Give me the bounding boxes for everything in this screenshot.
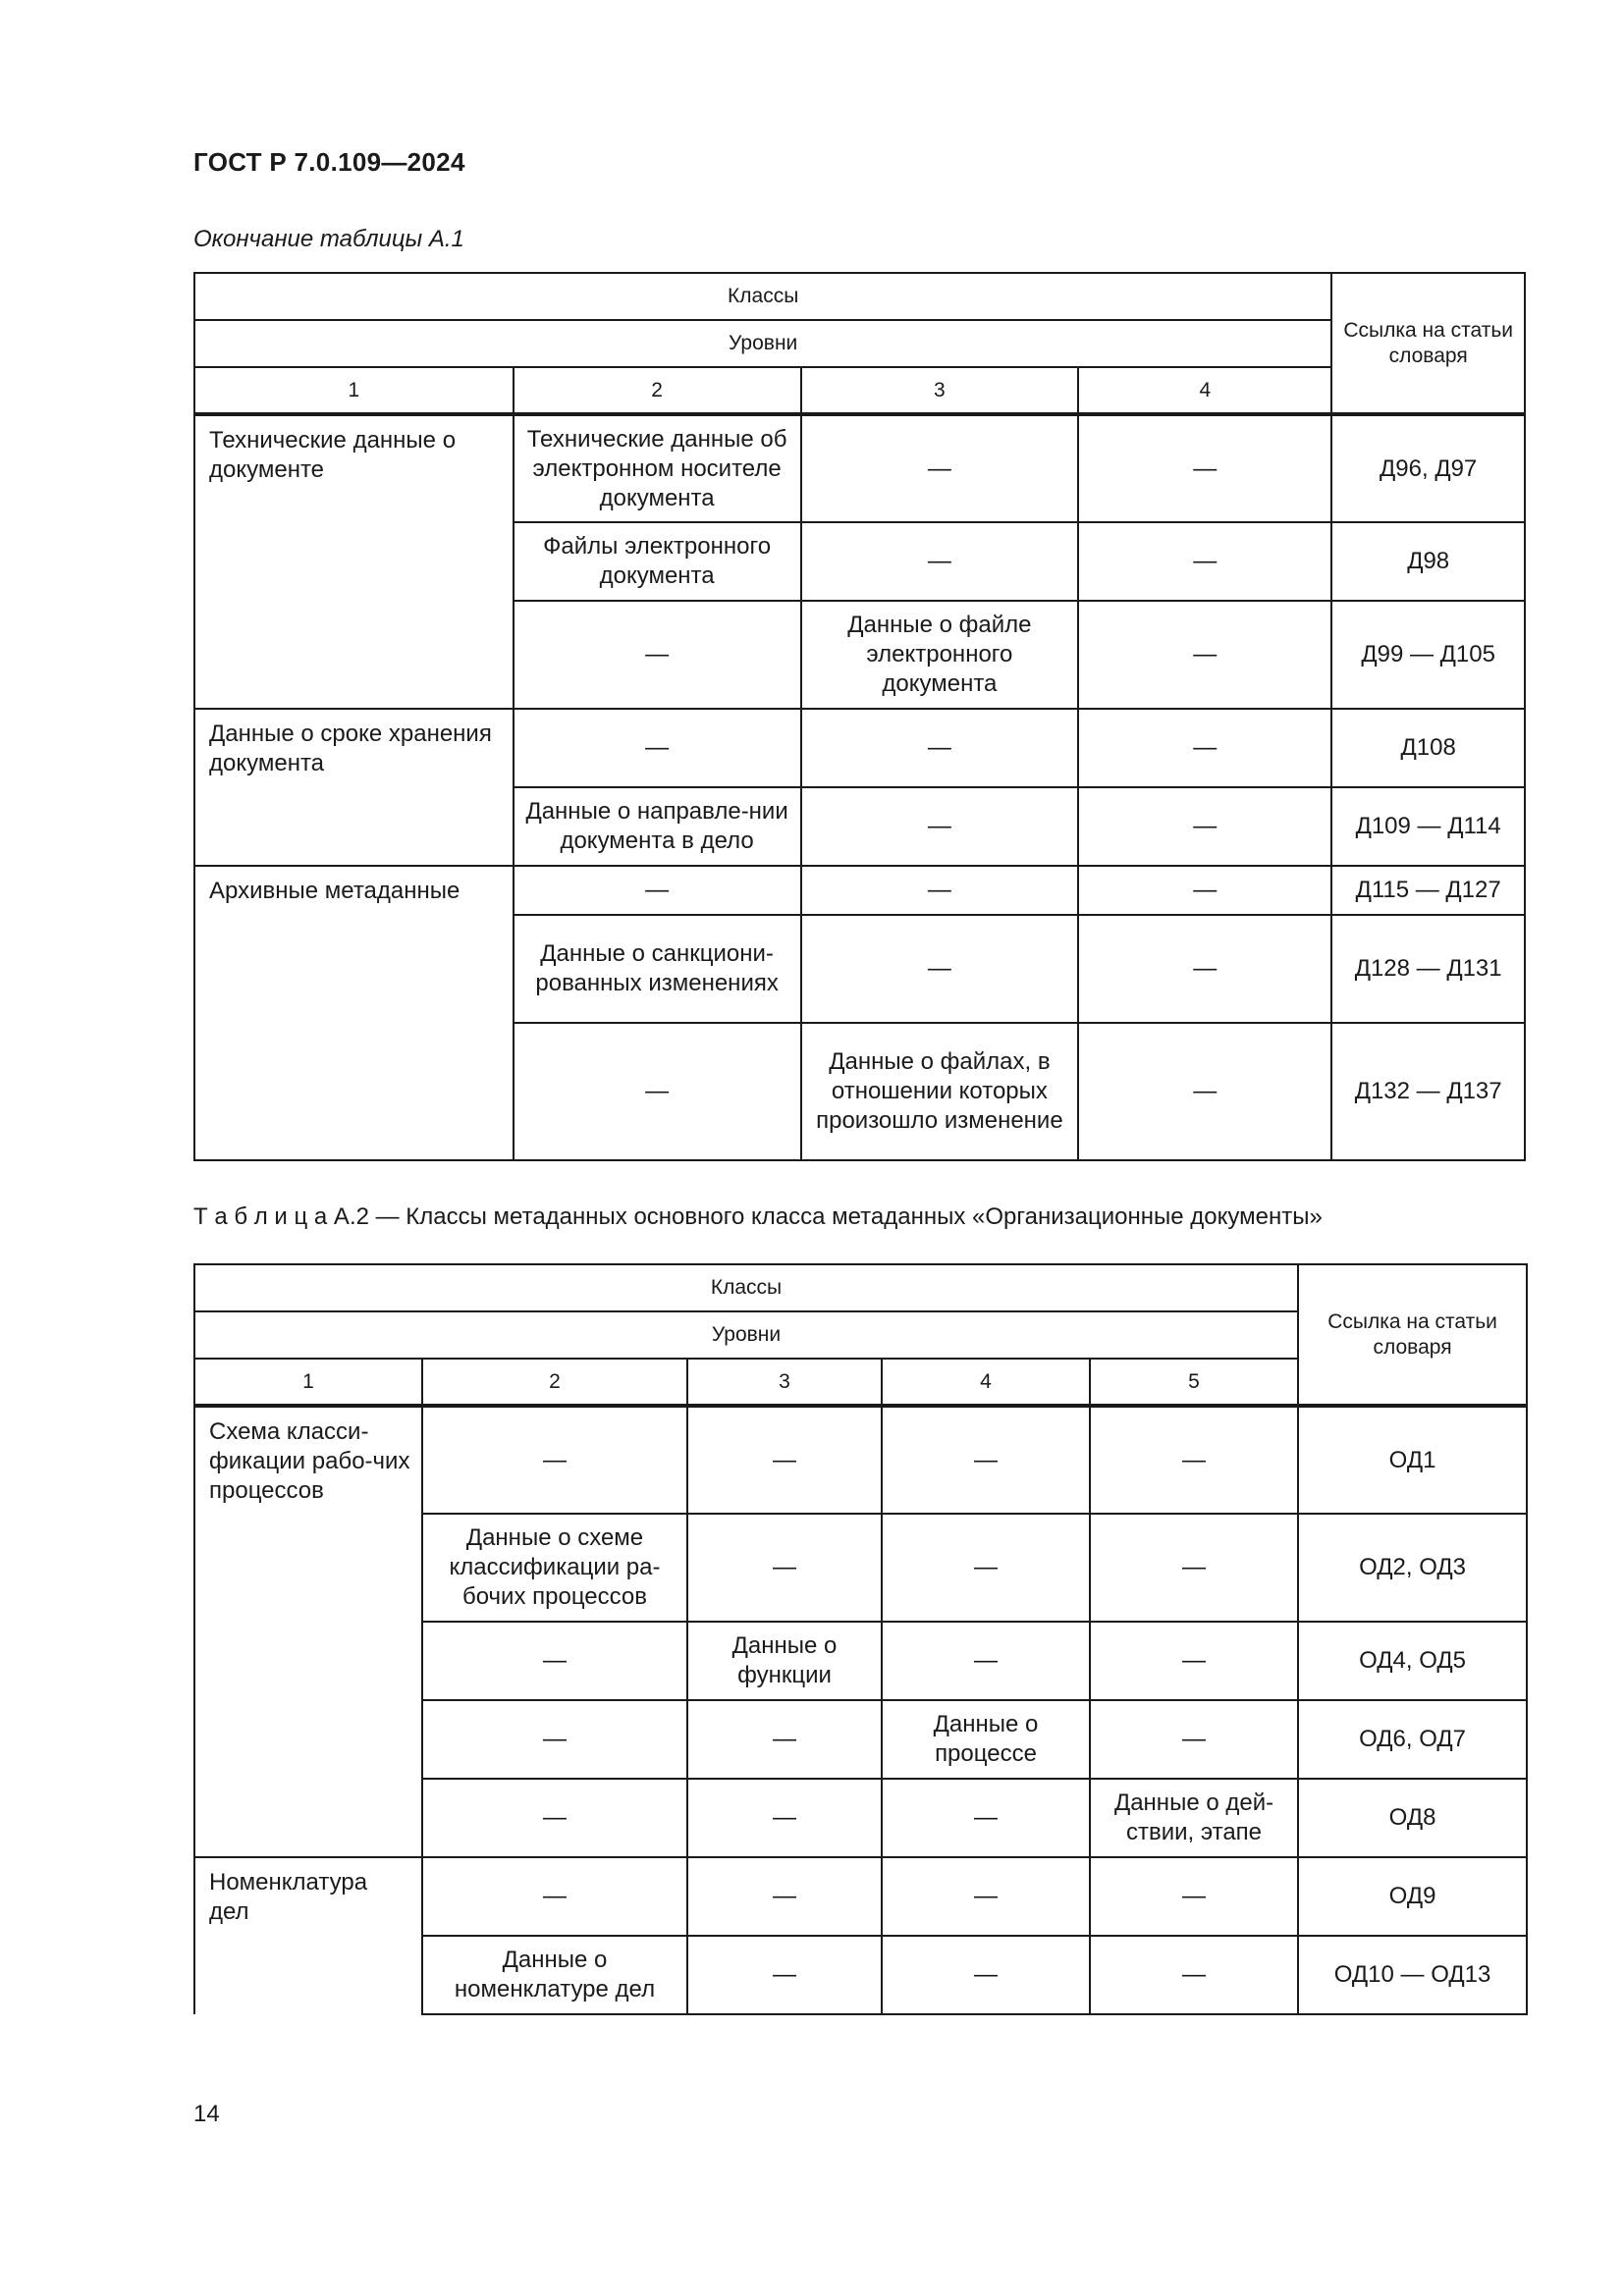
level-cell: Данные о дей-ствии, этапе [1090, 1779, 1298, 1857]
ref-cell: ОД4, ОД5 [1298, 1622, 1527, 1700]
level-cell: Данные о файлах, в отношении которых произошло изменение [801, 1023, 1079, 1160]
class-cell: Схема класси-фикации рабо-чих процессов [194, 1406, 422, 1857]
ref-cell: Д109 — Д114 [1331, 787, 1525, 866]
level-cell: — [882, 1406, 1090, 1514]
table-a2 [193, 1263, 1528, 2015]
table1-continuation-label: Окончание таблицы А.1 [193, 226, 464, 252]
table-row [194, 1857, 1527, 1936]
header-row-classes [194, 1264, 1527, 1311]
header-row-levels [194, 320, 1525, 367]
header-levels: Уровни [194, 1311, 1298, 1359]
level-cell: — [1078, 709, 1331, 787]
level-cell: — [1090, 1514, 1298, 1622]
level-cell: — [687, 1857, 882, 1936]
column-number: 1 [194, 1359, 422, 1406]
page-number: 14 [193, 2101, 220, 2127]
ref-cell: Д108 [1331, 709, 1525, 787]
ref-cell: Д128 — Д131 [1331, 915, 1525, 1023]
header-row-columns [194, 367, 1525, 414]
level-cell: — [882, 1779, 1090, 1857]
level-cell: — [514, 601, 801, 709]
ref-cell: ОД8 [1298, 1779, 1527, 1857]
column-number: 3 [687, 1359, 882, 1406]
level-cell: Данные о направле-нии документа в дело [514, 787, 801, 866]
level-cell: — [687, 1700, 882, 1779]
level-cell: — [687, 1406, 882, 1514]
table-row [194, 414, 1525, 522]
level-cell: — [514, 866, 801, 915]
level-cell: — [422, 1622, 687, 1700]
level-cell: — [1078, 1023, 1331, 1160]
level-cell: — [801, 915, 1079, 1023]
table-row [194, 866, 1525, 915]
level-cell: — [514, 709, 801, 787]
level-cell: — [1078, 915, 1331, 1023]
header-levels: Уровни [194, 320, 1331, 367]
level-cell: Данные о номенклатуре дел [422, 1936, 687, 2014]
class-cell: Технические данные о документе [194, 414, 514, 709]
level-cell: — [422, 1406, 687, 1514]
table-row [194, 1406, 1527, 1514]
level-cell: — [687, 1514, 882, 1622]
level-cell: — [1090, 1700, 1298, 1779]
column-number: 4 [1078, 367, 1331, 414]
level-cell: — [882, 1622, 1090, 1700]
level-cell: — [1078, 601, 1331, 709]
level-cell: — [514, 1023, 801, 1160]
ref-cell: ОД6, ОД7 [1298, 1700, 1527, 1779]
level-cell: — [801, 787, 1079, 866]
table-row [194, 709, 1525, 787]
table2-caption: Т а б л и ц а А.2 — Классы метаданных основного класса метаданных «Организационные документы» [193, 1203, 1323, 1230]
class-cell: Данные о сроке хранения документа [194, 709, 514, 866]
header-ref: Ссылка на статьи словаря [1298, 1264, 1527, 1406]
level-cell: — [1090, 1406, 1298, 1514]
level-cell: — [1090, 1936, 1298, 2014]
level-cell: — [801, 522, 1079, 601]
ref-cell: ОД1 [1298, 1406, 1527, 1514]
table-a1 [193, 272, 1526, 1161]
level-cell: — [1078, 414, 1331, 522]
ref-cell: ОД9 [1298, 1857, 1527, 1936]
column-number: 2 [514, 367, 801, 414]
level-cell: — [801, 414, 1079, 522]
header-classes: Классы [194, 273, 1331, 320]
level-cell: — [1078, 866, 1331, 915]
level-cell: — [687, 1779, 882, 1857]
ref-cell: Д96, Д97 [1331, 414, 1525, 522]
ref-cell: Д132 — Д137 [1331, 1023, 1525, 1160]
level-cell: — [422, 1779, 687, 1857]
level-cell: — [422, 1700, 687, 1779]
level-cell: — [1090, 1857, 1298, 1936]
level-cell: Данные о схеме классификации ра-бочих процессов [422, 1514, 687, 1622]
level-cell: — [1090, 1622, 1298, 1700]
document-title: ГОСТ Р 7.0.109—2024 [193, 147, 465, 177]
column-number: 1 [194, 367, 514, 414]
level-cell: Данные о процессе [882, 1700, 1090, 1779]
header-classes: Классы [194, 1264, 1298, 1311]
level-cell: — [801, 866, 1079, 915]
class-cell: Архивные метаданные [194, 866, 514, 1160]
level-cell: Данные о файле электронного документа [801, 601, 1079, 709]
level-cell: — [801, 709, 1079, 787]
class-cell: Номенклатура дел [194, 1857, 422, 2014]
level-cell: — [422, 1857, 687, 1936]
level-cell: — [882, 1857, 1090, 1936]
column-number: 5 [1090, 1359, 1298, 1406]
ref-cell: ОД10 — ОД13 [1298, 1936, 1527, 2014]
column-number: 2 [422, 1359, 687, 1406]
level-cell: — [882, 1514, 1090, 1622]
level-cell: Файлы электронного документа [514, 522, 801, 601]
ref-cell: Д115 — Д127 [1331, 866, 1525, 915]
level-cell: Данные о функции [687, 1622, 882, 1700]
column-number: 3 [801, 367, 1079, 414]
level-cell: — [687, 1936, 882, 2014]
level-cell: Технические данные об электронном носителе документа [514, 414, 801, 522]
level-cell: — [1078, 522, 1331, 601]
level-cell: — [882, 1936, 1090, 2014]
ref-cell: ОД2, ОД3 [1298, 1514, 1527, 1622]
header-ref: Ссылка на статьи словаря [1331, 273, 1525, 414]
level-cell: Данные о санкциони-рованных изменениях [514, 915, 801, 1023]
column-number: 4 [882, 1359, 1090, 1406]
header-row-classes [194, 273, 1525, 320]
ref-cell: Д99 — Д105 [1331, 601, 1525, 709]
level-cell: — [1078, 787, 1331, 866]
ref-cell: Д98 [1331, 522, 1525, 601]
